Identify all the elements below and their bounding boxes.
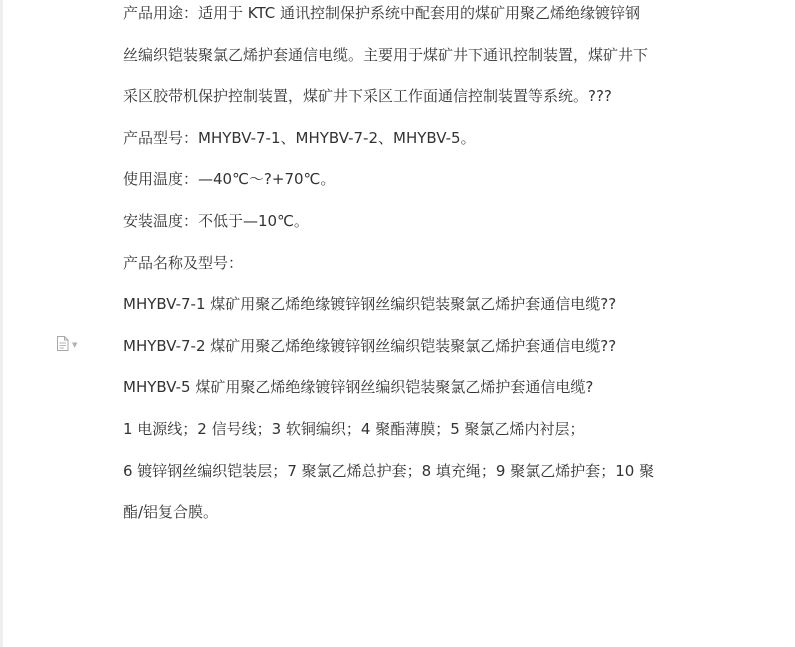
- doc-line-model-7-1: MHYBV-7-1 煤矿用聚乙烯绝缘镀锌钢丝编织铠装聚氯乙烯护套通信电缆??: [123, 295, 617, 313]
- doc-line-usage-3: 采区胶带机保护控制装置，煤矿井下采区工作面通信控制装置等系统。???: [123, 87, 612, 105]
- doc-line-usage-2: 丝编织铠装聚氯乙烯护套通信电缆。主要用于煤矿井下通讯控制装置，煤矿井下: [123, 46, 649, 64]
- doc-line-model-7-2: MHYBV-7-2 煤矿用聚乙烯绝缘镀锌钢丝编织铠装聚氯乙烯护套通信电缆??: [123, 337, 617, 355]
- doc-line-usage-1: 产品用途：适用于 KTC 通讯控制保护系统中配套用的煤矿用聚乙烯绝缘镀锌钢: [123, 4, 640, 22]
- doc-line-model-5: MHYBV-5 煤矿用聚乙烯绝缘镀锌钢丝编织铠装聚氯乙烯护套通信电缆?: [123, 378, 594, 396]
- paragraph-marker[interactable]: [56, 336, 77, 351]
- doc-line-structure-2: 6 镀锌钢丝编织铠装层；7 聚氯乙烯总护套；8 填充绳；9 聚氯乙烯护套；10 聚: [123, 462, 655, 480]
- doc-line-structure-1: 1 电源线；2 信号线；3 软铜编织；4 聚酯薄膜；5 聚氯乙烯内衬层；: [123, 420, 585, 438]
- doc-line-models: 产品型号：MHYBV-7-1、MHYBV-7-2、MHYBV-5。: [123, 129, 476, 147]
- doc-line-operating-temp: 使用温度：—40℃～?+70℃。: [123, 170, 336, 188]
- doc-line-structure-3: 酯/铝复合膜。: [123, 503, 219, 521]
- doc-line-install-temp: 安装温度：不低于—10℃。: [123, 212, 309, 230]
- chevron-down-icon[interactable]: ▼: [72, 341, 78, 349]
- left-margin-rule: [0, 0, 3, 647]
- document-icon: [56, 336, 69, 351]
- doc-line-names-heading: 产品名称及型号：: [123, 254, 244, 272]
